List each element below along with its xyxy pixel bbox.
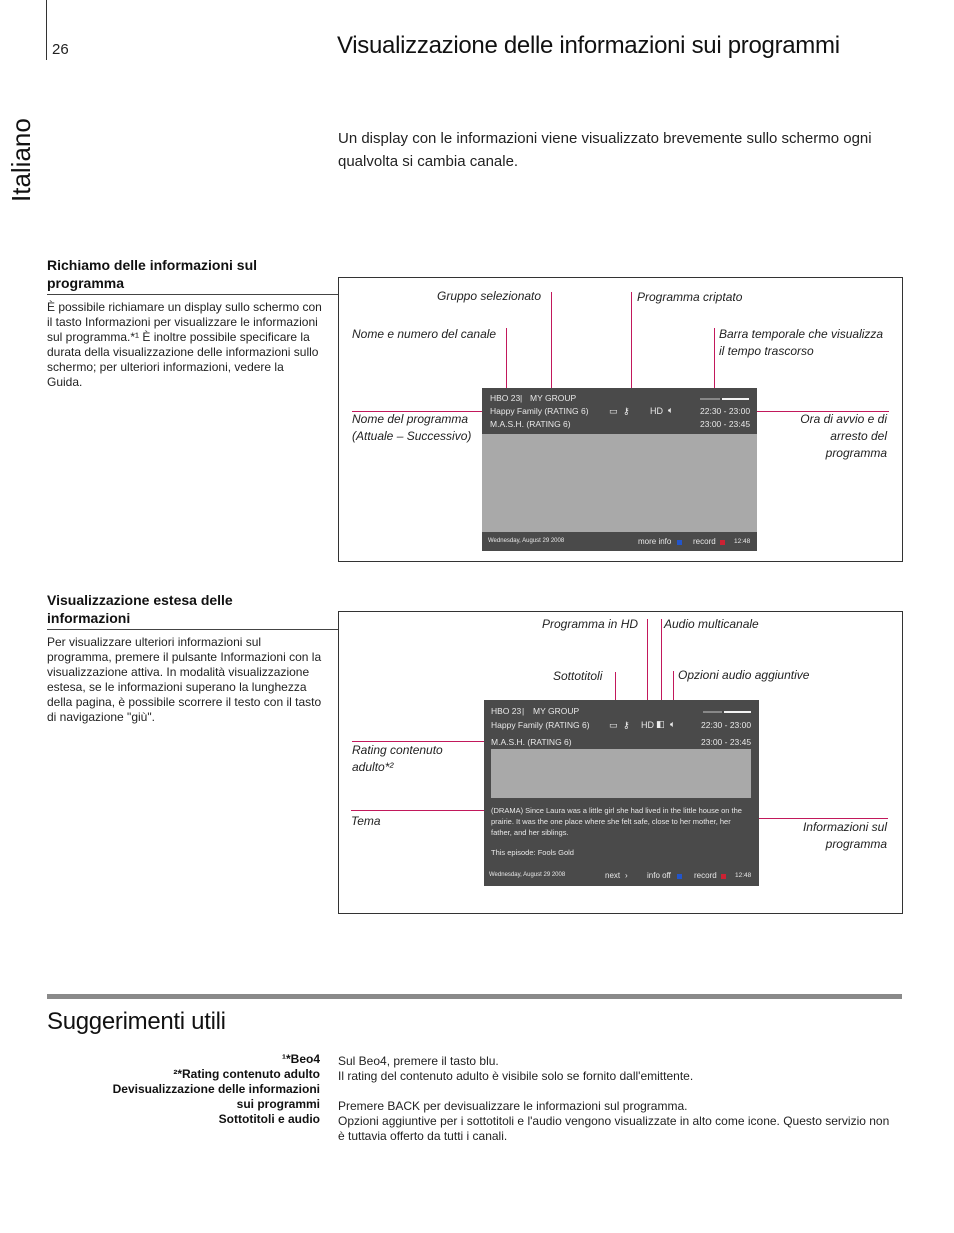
leader-rating [352, 741, 489, 742]
leader-info [757, 818, 888, 819]
chevron-right-icon: › [625, 871, 628, 880]
tip-text-beo4: Sul Beo4, premere il tasto blu. [338, 1054, 499, 1068]
tips-title: Suggerimenti utili [47, 1008, 226, 1035]
subtitles-icon: ▭ [609, 406, 618, 416]
page-number: 26 [52, 41, 69, 58]
intro-paragraph: Un display con le informazioni viene visualizzato brevemente sullo schermo ogni qualvolta si cambia canale. [338, 130, 872, 170]
screen-channel: HBO 23 [490, 393, 521, 403]
tip-text-rating: Il rating del contenuto adulto è visibile solo se fornito dall'emittente. [338, 1069, 694, 1083]
tips-divider [47, 994, 902, 999]
screen-record[interactable]: record [693, 537, 716, 546]
screen2-next-button[interactable]: next [605, 871, 621, 880]
time-bar-elapsed [700, 398, 720, 400]
screen2-date: Wednesday, August 29 2008 [489, 872, 566, 878]
multichannel-audio-icon: ◧ [656, 719, 665, 729]
leader-channel [506, 328, 507, 396]
section2-body: Per visualizzare ulteriori informazioni sul programma, premere il pulsante Informazioni con la visualizzazione attiva. In modalità visualizzazione estesa, se le informazioni superano la lunghezza della pagina, è possibile scorrere il testo con il tasto di navigazione "giù". [47, 635, 322, 724]
key-icon: ⚷ [623, 720, 630, 730]
section1-body: È possibile richiamare un display sullo schermo con il tasto Informazioni per visualizzare le informazioni sul programma.*¹ È inoltre possibile specificare la durata della visualizzazione delle informazioni sullo schermo; per ulteriori informazioni, vedere la Guida. [47, 300, 322, 389]
red-key-icon [720, 540, 725, 545]
label-info: Informazioni sul programma [802, 820, 887, 851]
tip-topic-beo4: ¹*Beo4 [281, 1052, 320, 1066]
screen2-hd: HD [641, 720, 654, 730]
screen2-channel: HBO 23 [491, 706, 522, 716]
tip-text-hide-info: Premere BACK per devisualizzare le informazioni sul programma. [338, 1099, 688, 1113]
label-timebar: Barra temporale che visualizza il tempo trascorso [719, 327, 884, 358]
leader-group [551, 292, 552, 396]
screen2-next: M.A.S.H. (RATING 6) [491, 737, 572, 747]
label-channel: Nome e numero del canale [352, 327, 497, 341]
red-key-icon [721, 874, 726, 879]
screen-separator: | [520, 393, 523, 403]
header-rule [46, 0, 47, 60]
screen-clock: 12:48 [734, 538, 751, 545]
screen2-group: MY GROUP [533, 706, 580, 716]
tip-topic-hide-info-cont: sui programmi [236, 1097, 320, 1111]
screen2-record[interactable]: record [694, 871, 717, 880]
blue-key-icon [677, 540, 682, 545]
time-bar-elapsed [703, 711, 722, 713]
screen-now: Happy Family (RATING 6) [490, 406, 589, 416]
screen2-clock: 12:48 [735, 872, 752, 879]
label-encrypted: Programma criptato [637, 290, 743, 304]
section1-heading: Richiamo delle informazioni sul programma [47, 257, 258, 291]
tips-text [338, 1054, 898, 1144]
screen2-rating-area [491, 749, 751, 798]
tv-screen-basic [482, 388, 757, 551]
leader-program [352, 411, 486, 412]
screen2-separator: | [522, 706, 525, 716]
label-hd: Programma in HD [542, 617, 639, 631]
tip-topic-rating: ²*Rating contenuto adulto [173, 1067, 320, 1081]
screen-time-next: 23:00 - 23:45 [700, 419, 751, 429]
tip-topic-hide-info: Devisualizzazione delle informazioni [112, 1082, 320, 1096]
screen2-now: Happy Family (RATING 6) [491, 720, 590, 730]
screen-date: Wednesday, August 29 2008 [488, 538, 565, 544]
tip-text-subtitles: Opzioni aggiuntive per i sottotitoli e l'audio vengono visualizzate in alto come icone. Questo servizio non è tuttavia offerto da tutti i canali. [338, 1114, 890, 1143]
page-title: Visualizzazione delle informazioni sui programmi [337, 32, 840, 59]
side-language-label: Italiano [6, 118, 36, 202]
screen-more-info[interactable]: more info [638, 537, 672, 546]
tip-topic-subtitles: Sottotitoli e audio [218, 1112, 320, 1126]
time-bar-remaining [722, 398, 749, 400]
screen2-info-off[interactable]: info off [647, 871, 671, 880]
screen-next: M.A.S.H. (RATING 6) [490, 419, 571, 429]
label-group: Gruppo selezionato [437, 289, 542, 303]
label-multichannel: Audio multicanale [664, 617, 759, 631]
screen2-description: (DRAMA) Since Laura was a little girl she had lived in the little house on the prairie. It was the one place where she felt safe, close to her mother, her father, and her siblings. [491, 806, 742, 837]
tips-topics [60, 1052, 320, 1127]
time-bar-remaining [724, 711, 751, 713]
section2-heading: Visualizzazione estesa delle informazioni [47, 592, 233, 626]
tv-screen-extended [484, 700, 759, 886]
speaker-icon: 🔈︎ [670, 719, 676, 729]
screen2-time-now: 22:30 - 23:00 [701, 720, 752, 730]
screen-time-now: 22:30 - 23:00 [700, 406, 751, 416]
label-theme: Tema [351, 814, 381, 828]
leader-times [753, 411, 889, 412]
screen2-time-next: 23:00 - 23:45 [701, 737, 752, 747]
label-rating: Rating contenuto adulto*² [352, 743, 443, 774]
label-audio-options: Opzioni audio aggiuntive [678, 668, 810, 682]
tip-spacer [338, 1084, 898, 1099]
section2-rule [47, 629, 338, 630]
key-icon: ⚷ [623, 406, 630, 416]
screen2-episode: This episode: Fools Gold [491, 848, 574, 857]
leader-theme [351, 810, 488, 811]
speaker-icon: 🔈︎ [668, 405, 674, 415]
section1-rule [47, 294, 338, 295]
blue-key-icon [677, 874, 682, 879]
subtitles-icon: ▭ [609, 720, 618, 730]
screen-content-area [482, 434, 757, 532]
label-subtitles: Sottotitoli [553, 669, 603, 683]
label-times: Ora di avvio e di arresto del programma [800, 412, 887, 460]
screen-group: MY GROUP [530, 393, 577, 403]
label-program: Nome del programma (Attuale – Successivo) [352, 412, 472, 443]
screen-hd: HD [650, 406, 663, 416]
